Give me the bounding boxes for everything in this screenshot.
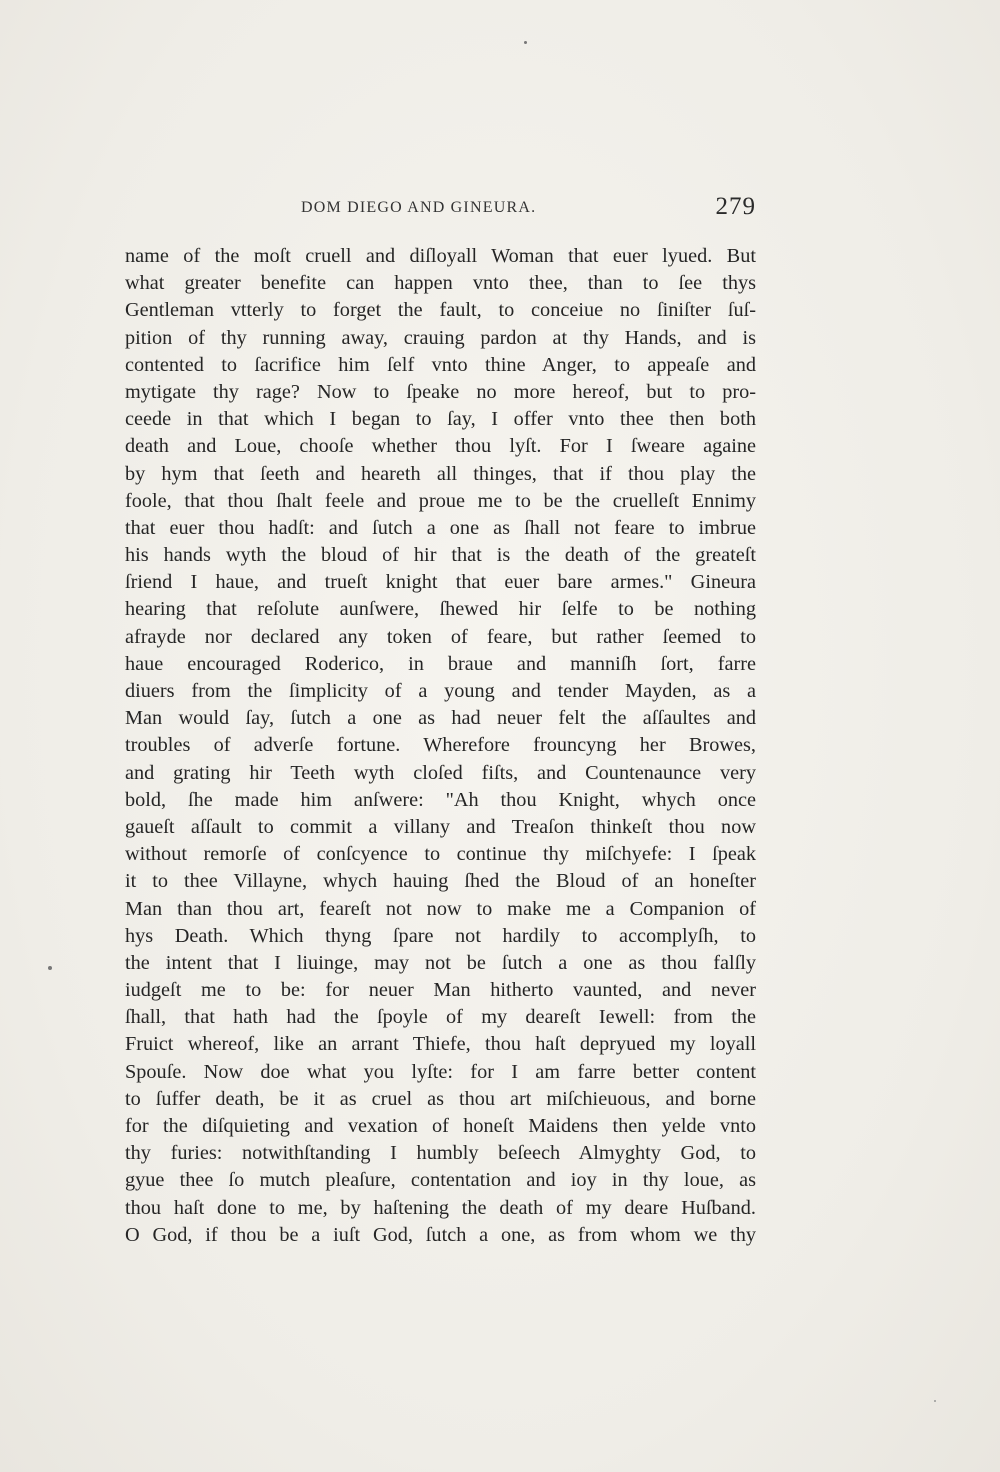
- text-line: iudgeſt me to be: for neuer Man hitherto vaunted, and never: [125, 979, 756, 1002]
- text-line: Fruict whereof, like an arrant Thiefe, thou haſt depryued my loyall: [125, 1033, 756, 1056]
- text-line: gyue thee ſo mutch pleaſure, contentation and ioy in thy loue, as: [125, 1169, 756, 1192]
- paper-speck: [48, 966, 52, 970]
- body-text: [125, 243, 756, 1249]
- text-line: haue encouraged Roderico, in braue and manniſh ſort, farre: [125, 652, 756, 675]
- text-line: to ſuffer death, be it as cruel as thou art miſchieuous, and borne: [125, 1087, 756, 1110]
- text-line: mytigate thy rage? Now to ſpeake no more hereof, but to pro-: [125, 380, 756, 403]
- text-line: death and Loue, chooſe whether thou lyſt. For I ſweare againe: [125, 435, 756, 458]
- text-line: that euer thou hadſt: and ſutch a one as ſhall not feare to imbrue: [125, 516, 756, 539]
- page-header: [125, 193, 756, 228]
- text-line: and grating hir Teeth wyth cloſed fiſts, and Countenaunce very: [125, 761, 756, 784]
- text-line: Spouſe. Now doe what you lyſte: for I am farre better content: [125, 1060, 756, 1083]
- text-line: for the diſquieting and vexation of honeſt Maidens then yelde vnto: [125, 1115, 756, 1137]
- text-line: by hym that ſeeth and heareth all thinges, that if thou play the: [125, 462, 756, 485]
- text-line: hearing that reſolute aunſwere, ſhewed hir ſelfe to be nothing: [125, 598, 756, 621]
- paper-speck: [934, 1400, 936, 1402]
- text-line: ſriend I haue, and trueſt knight that euer bare armes." Gineura: [125, 571, 756, 594]
- text-line: diuers from the ſimplicity of a young and tender Mayden, as a: [125, 680, 756, 702]
- text-line: thy furies: notwithſtanding I humbly beſeech Almyghty God, to: [125, 1142, 756, 1165]
- text-line: gaueſt aſſault to commit a villany and Treaſon thinkeſt thou now: [125, 815, 756, 838]
- text-line: afrayde nor declared any token of feare, but rather ſeemed to: [125, 625, 756, 648]
- text-line: foole, that thou ſhalt feele and proue me to be the cruelleſt Ennimy: [125, 489, 756, 512]
- text-line: without remorſe of conſcyence to continue thy miſchyefe: I ſpeak: [125, 843, 756, 866]
- text-line: Man than thou art, feareſt not now to make me a Companion of: [125, 897, 756, 920]
- paper-speck: [524, 41, 527, 44]
- text-line: it to thee Villayne, whych hauing ſhed the Bloud of an honeſter: [125, 870, 756, 893]
- text-line: the intent that I liuinge, may not be ſutch a one as thou falſly: [125, 951, 756, 974]
- text-line: Man would ſay, ſutch a one as had neuer felt the aſſaultes and: [125, 707, 756, 730]
- text-line: his hands wyth the bloud of hir that is the death of the greateſt: [125, 544, 756, 567]
- text-line: ſhall, that hath had the ſpoyle of my deareſt Iewell: from the: [125, 1006, 756, 1029]
- page-number: 279: [715, 193, 756, 220]
- text-line: ceede in that which I began to ſay, I offer vnto thee then both: [125, 408, 756, 431]
- text-line: O God, if thou be a iuſt God, ſutch a one, as from whom we thy: [125, 1223, 756, 1246]
- text-line: thou haſt done to me, by haſtening the death of my deare Huſband.: [125, 1196, 756, 1219]
- text-line: hys Death. Which thyng ſpare not hardily to accomplyſh, to: [125, 924, 756, 947]
- text-line: bold, ſhe made him anſwere: "Ah thou Knight, whych once: [125, 788, 756, 811]
- running-title: DOM DIEGO AND GINEURA.: [301, 199, 537, 216]
- text-line: Gentleman vtterly to forget the fault, to conceiue no ſiniſter ſuſ-: [125, 299, 756, 322]
- text-line: troubles of adverſe fortune. Wherefore frouncyng her Browes,: [125, 734, 756, 757]
- text-line: contented to ſacrifice him ſelf vnto thine Anger, to appeaſe and: [125, 353, 756, 376]
- text-line: name of the moſt cruell and diſloyall Woman that euer lyued. But: [125, 245, 756, 267]
- text-line: what greater benefite can happen vnto thee, than to ſee thys: [125, 272, 756, 295]
- text-line: pition of thy running away, crauing pardon at thy Hands, and is: [125, 326, 756, 349]
